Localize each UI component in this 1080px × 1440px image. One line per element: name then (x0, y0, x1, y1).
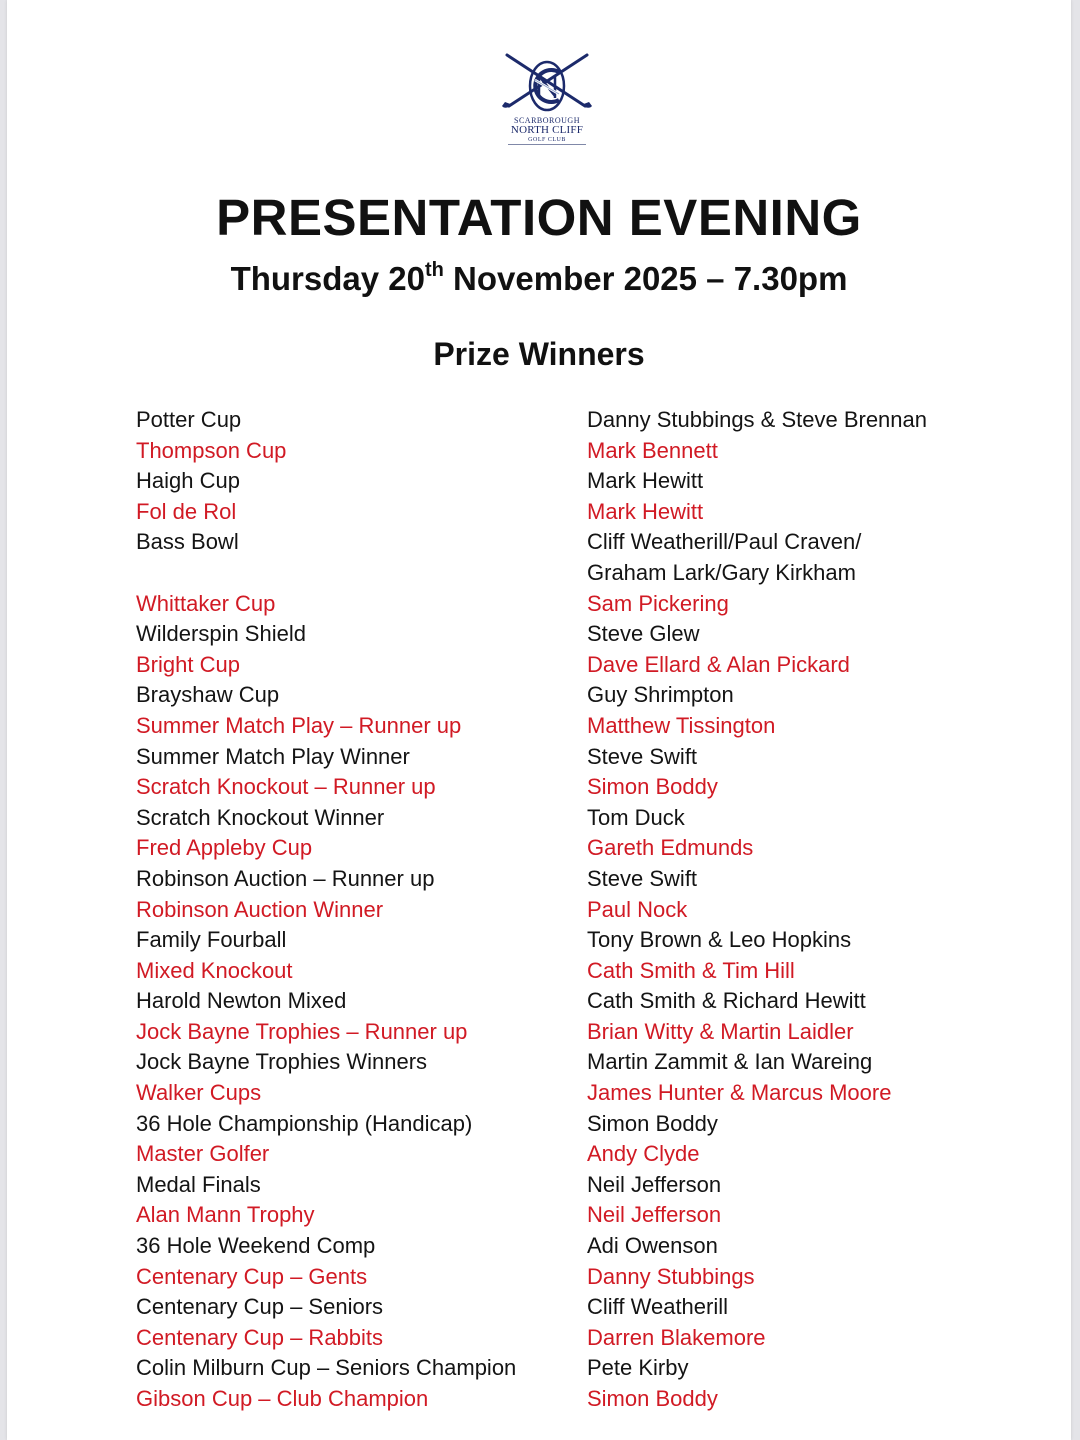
winner-name: Martin Zammit & Ian Wareing (587, 1049, 873, 1075)
trophy-name: Scratch Knockout – Runner up (136, 774, 436, 800)
trophy-name: Master Golfer (136, 1141, 270, 1167)
trophy-name: Colin Milburn Cup – Seniors Champion (136, 1355, 517, 1381)
winner-name: Danny Stubbings (587, 1263, 755, 1289)
winner-name: Simon Boddy (587, 1110, 718, 1136)
winner-column (587, 405, 1057, 1415)
trophy-name: Whittaker Cup (136, 590, 276, 616)
winner-name: Pete Kirby (587, 1355, 689, 1381)
winner-name: Simon Boddy (587, 774, 718, 800)
document-page (7, 0, 1071, 1440)
trophy-name: Centenary Cup – Gents (136, 1263, 368, 1289)
golf-club-crest-icon (499, 50, 595, 116)
trophy-name: Scratch Knockout Winner (136, 804, 385, 830)
trophy-name: Summer Match Play Winner (136, 743, 410, 769)
winner-name: Cliff Weatherill (587, 1294, 729, 1320)
winner-name: Neil Jefferson (587, 1171, 722, 1197)
logo-text-scarborough: SCARBOROUGH (514, 116, 580, 125)
trophy-column (136, 405, 576, 1415)
date-rest: November 2025 – 7.30pm (443, 260, 848, 297)
trophy-name: Wilderspin Shield (136, 621, 306, 647)
club-logo (497, 50, 597, 160)
trophy-name: Bass Bowl (136, 529, 239, 555)
trophy-name: Mixed Knockout (136, 957, 293, 983)
winner-name: Andy Clyde (587, 1141, 700, 1167)
trophy-name: Summer Match Play – Runner up (136, 712, 462, 738)
trophy-name: 36 Hole Weekend Comp (136, 1233, 376, 1259)
trophy-name: Fol de Rol (136, 498, 237, 524)
winner-name: Simon Boddy (587, 1386, 718, 1411)
winner-name: Mark Hewitt (587, 498, 704, 524)
winner-name: Mark Bennett (587, 437, 718, 463)
trophy-name: Centenary Cup – Seniors (136, 1294, 384, 1320)
page-title: PRESENTATION EVENING (216, 189, 862, 246)
spacer-row (136, 558, 576, 589)
trophy-name: 36 Hole Championship (Handicap) (136, 1110, 473, 1136)
winner-name: Steve Glew (587, 621, 700, 647)
winner-name: Paul Nock (587, 896, 688, 922)
trophy-name: Jock Bayne Trophies – Runner up (136, 1018, 468, 1044)
trophy-name: Centenary Cup – Rabbits (136, 1324, 384, 1350)
event-date-time (7, 260, 1071, 298)
winner-name: Sam Pickering (587, 590, 729, 616)
winner-name: Matthew Tissington (587, 712, 776, 738)
section-title: Prize Winners (433, 336, 645, 372)
trophy-name: Medal Finals (136, 1171, 261, 1197)
trophy-name: Haigh Cup (136, 468, 240, 494)
winner-name: Cath Smith & Richard Hewitt (587, 988, 866, 1014)
trophy-name: Family Fourball (136, 927, 287, 953)
winner-name: Brian Witty & Martin Laidler (587, 1018, 854, 1044)
winner-name: Cliff Weatherill/Paul Craven/ (587, 529, 862, 555)
winner-name: Dave Ellard & Alan Pickard (587, 651, 850, 677)
date-prefix: Thursday 20 (230, 260, 425, 297)
trophy-name: Potter Cup (136, 407, 242, 432)
trophy-name: Gibson Cup – Club Champion (136, 1386, 429, 1411)
logo-text-golf-club: GOLF CLUB (508, 136, 586, 145)
winner-name: Cath Smith & Tim Hill (587, 957, 795, 983)
date-ordinal-suffix: th (424, 259, 444, 281)
winner-name: Mark Hewitt (587, 468, 704, 494)
winner-name: Danny Stubbings & Steve Brennan (587, 407, 928, 432)
trophy-name: Bright Cup (136, 651, 240, 677)
winner-name: Tony Brown & Leo Hopkins (587, 927, 852, 953)
trophy-name: Robinson Auction – Runner up (136, 865, 435, 891)
winner-name: Adi Owenson (587, 1233, 718, 1259)
trophy-name: Walker Cups (136, 1080, 262, 1106)
trophy-name: Harold Newton Mixed (136, 988, 347, 1014)
trophy-name: Thompson Cup (136, 437, 287, 463)
winner-name-continued: Graham Lark/Gary Kirkham (587, 559, 856, 585)
winner-name: Steve Swift (587, 743, 698, 769)
winner-name: Steve Swift (587, 865, 698, 891)
trophy-name: Alan Mann Trophy (136, 1202, 315, 1228)
winner-name: James Hunter & Marcus Moore (587, 1080, 892, 1106)
trophy-name: Brayshaw Cup (136, 682, 280, 708)
trophy-name: Robinson Auction Winner (136, 896, 384, 922)
winner-name: Neil Jefferson (587, 1202, 722, 1228)
winner-name: Tom Duck (587, 804, 685, 830)
trophy-name: Jock Bayne Trophies Winners (136, 1049, 428, 1075)
winner-name: Gareth Edmunds (587, 835, 754, 861)
logo-text-north-cliff: NORTH CLIFF (510, 124, 584, 136)
winner-name: Guy Shrimpton (587, 682, 734, 708)
trophy-name: Fred Appleby Cup (136, 835, 313, 861)
winner-name: Darren Blakemore (587, 1324, 766, 1350)
